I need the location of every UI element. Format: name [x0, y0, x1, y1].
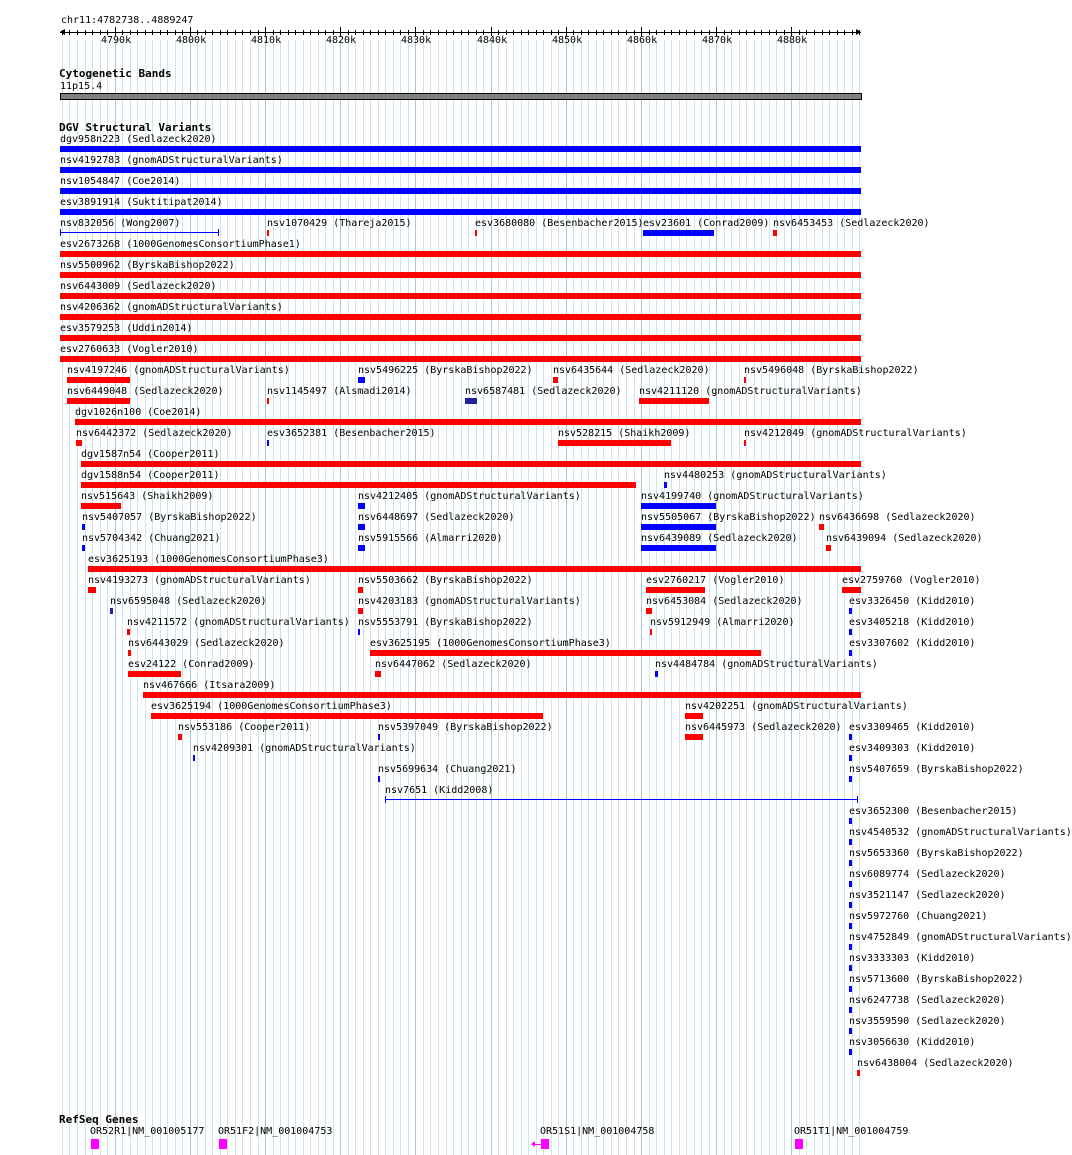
sv-label[interactable]: nsv4197246 (gnomADStructuralVariants) — [67, 365, 290, 376]
sv-feature-duplication[interactable] — [60, 188, 861, 194]
sv-feature-deletion[interactable] — [819, 524, 824, 530]
sv-feature-deletion[interactable] — [127, 629, 130, 635]
sv-end-tick — [857, 796, 858, 803]
sv-end-tick — [60, 229, 61, 236]
sv-feature-duplication[interactable] — [655, 671, 658, 677]
sv-feature-duplication[interactable] — [849, 1028, 852, 1034]
ruler-minor-tick — [227, 30, 228, 35]
sv-label[interactable]: nsv4206362 (gnomADStructuralVariants) — [60, 302, 283, 313]
sv-feature-deletion[interactable] — [842, 587, 861, 593]
sv-feature-deletion[interactable] — [558, 440, 671, 446]
sv-feature-deletion[interactable] — [143, 692, 861, 698]
ruler-minor-tick — [69, 30, 70, 35]
sv-feature-deletion[interactable] — [857, 1070, 860, 1076]
sv-feature-duplication[interactable] — [60, 209, 861, 215]
sv-feature-duplication[interactable] — [664, 482, 667, 488]
sv-label[interactable]: nsv5912949 (Almarri2020) — [650, 617, 795, 628]
sv-feature-duplication[interactable] — [849, 608, 852, 614]
sv-feature-deletion[interactable] — [60, 314, 861, 320]
sv-label[interactable]: nsv6438004 (Sedlazeck2020) — [857, 1058, 1014, 1069]
ruler-minor-tick — [761, 30, 762, 35]
sv-label[interactable]: esv2760633 (Vogler2010) — [60, 344, 199, 355]
ruler-minor-tick — [167, 30, 168, 35]
sv-label[interactable]: esv3309465 (Kidd2010) — [849, 722, 976, 733]
ruler-minor-tick — [370, 30, 371, 35]
ruler-minor-tick — [385, 30, 386, 35]
sv-label[interactable]: nsv6435644 (Sedlazeck2020) — [553, 365, 710, 376]
sv-label[interactable]: nsv6445973 (Sedlazeck2020) — [685, 722, 842, 733]
sv-label[interactable]: esv3625195 (1000GenomesConsortiumPhase3) — [370, 638, 611, 649]
sv-label[interactable]: nsv3559590 (Sedlazeck2020) — [849, 1016, 1006, 1027]
ruler-minor-tick — [212, 30, 213, 35]
sv-feature-deletion[interactable] — [358, 587, 363, 593]
ruler-minor-tick — [829, 30, 830, 35]
sv-label[interactable]: nsv5972760 (Chuang2021) — [849, 911, 988, 922]
gene-feature[interactable] — [541, 1139, 549, 1149]
sv-feature-duplication[interactable] — [849, 818, 852, 824]
ruler-minor-tick — [160, 30, 161, 35]
sv-feature-deletion[interactable] — [826, 545, 831, 551]
sv-label[interactable]: nsv4540532 (gnomADStructuralVariants) — [849, 827, 1072, 838]
sv-label[interactable]: nsv6453453 (Sedlazeck2020) — [773, 218, 930, 229]
sv-feature-deletion[interactable] — [267, 398, 269, 404]
ruler-minor-tick — [393, 30, 394, 35]
sv-feature-duplication[interactable] — [60, 146, 861, 152]
ruler-left-arrow-icon — [60, 29, 65, 35]
ruler-minor-tick — [603, 30, 604, 35]
sv-label[interactable]: esv3625194 (1000GenomesConsortiumPhase3) — [151, 701, 392, 712]
ruler-minor-tick — [363, 30, 364, 35]
sv-label[interactable]: esv3652381 (Besenbacher2015) — [267, 428, 436, 439]
sv-label[interactable]: nsv6443029 (Sedlazeck2020) — [128, 638, 285, 649]
sv-label[interactable]: nsv6439094 (Sedlazeck2020) — [826, 533, 983, 544]
sv-feature-deletion[interactable] — [685, 713, 703, 719]
ruler-minor-tick — [664, 30, 665, 35]
ruler-tick-label: 4790k — [101, 35, 132, 46]
sv-feature-deletion[interactable] — [60, 356, 861, 362]
sv-label[interactable]: nsv5496048 (ByrskaBishop2022) — [744, 365, 919, 376]
ruler-minor-tick — [85, 30, 86, 35]
ruler-minor-tick — [513, 30, 514, 35]
ruler-minor-tick — [739, 30, 740, 35]
gene-feature[interactable] — [91, 1139, 99, 1149]
sv-feature-duplication[interactable] — [358, 377, 365, 383]
sv-label[interactable]: nsv6442372 (Sedlazeck2020) — [76, 428, 233, 439]
sv-label[interactable]: nsv5553791 (ByrskaBishop2022) — [358, 617, 533, 628]
sv-feature-duplication[interactable] — [358, 524, 365, 530]
ruler-minor-tick — [822, 30, 823, 35]
sv-feature-deletion[interactable] — [81, 482, 636, 488]
sv-label[interactable]: esv2760217 (Vogler2010) — [646, 575, 785, 586]
ruler-minor-tick — [746, 30, 747, 35]
sv-feature-deletion[interactable] — [151, 713, 543, 719]
ruler-minor-tick — [528, 30, 529, 35]
sv-feature-duplication[interactable] — [849, 1049, 852, 1055]
sv-feature-deletion[interactable] — [685, 734, 703, 740]
sv-label[interactable]: esv24122 (Conrad2009) — [128, 659, 255, 670]
sv-feature-deletion[interactable] — [60, 335, 861, 341]
sv-label[interactable]: nsv4480253 (gnomADStructuralVariants) — [664, 470, 887, 481]
sv-feature-duplication[interactable] — [641, 503, 716, 509]
ruler-tick-label: 4800k — [176, 35, 207, 46]
ruler-tick-label: 4820k — [326, 35, 357, 46]
ruler-tick-label: 4840k — [477, 35, 508, 46]
sv-feature-duplication[interactable] — [378, 734, 380, 740]
ruler-minor-tick — [453, 30, 454, 35]
sv-label[interactable]: esv3405218 (Kidd2010) — [849, 617, 976, 628]
sv-label[interactable]: esv3579253 (Uddin2014) — [60, 323, 193, 334]
ruler-minor-tick — [543, 30, 544, 35]
sv-feature-deletion[interactable] — [88, 566, 861, 572]
ruler-minor-tick — [92, 30, 93, 35]
sv-feature-deletion[interactable] — [75, 419, 861, 425]
sv-label[interactable]: nsv515643 (Shaikh2009) — [81, 491, 214, 502]
sv-feature-deletion[interactable] — [639, 398, 709, 404]
ruler-minor-tick — [461, 30, 462, 35]
sv-feature-deletion[interactable] — [81, 461, 861, 467]
sv-label[interactable]: esv3409303 (Kidd2010) — [849, 743, 976, 754]
sv-label[interactable]: nsv5699634 (Chuang2021) — [378, 764, 517, 775]
sv-feature-deletion[interactable] — [267, 230, 269, 236]
sv-label[interactable]: nsv4203183 (gnomADStructuralVariants) — [358, 596, 581, 607]
sv-label[interactable]: esv3680080 (Besenbacher2015) — [475, 218, 644, 229]
ruler-minor-tick — [446, 30, 447, 35]
sv-feature-inversion[interactable] — [465, 398, 477, 404]
ruler-tick-label: 4870k — [702, 35, 733, 46]
ruler-minor-tick — [754, 30, 755, 35]
sv-label[interactable]: dgv1587n54 (Cooper2011) — [81, 449, 220, 460]
sv-feature-deletion[interactable] — [128, 650, 131, 656]
sv-feature-duplication[interactable] — [60, 167, 861, 173]
gene-feature[interactable] — [219, 1139, 227, 1149]
ruler-tick-label: 4830k — [401, 35, 432, 46]
ruler-minor-tick — [310, 30, 311, 35]
ruler-minor-tick — [852, 30, 853, 35]
sv-label[interactable]: esv23601 (Conrad2009) — [643, 218, 770, 229]
ruler-minor-tick — [596, 30, 597, 35]
sv-label[interactable]: nsv832056 (Wong2007) — [60, 218, 181, 229]
sv-feature-duplication[interactable] — [82, 524, 85, 530]
gene-feature[interactable] — [795, 1139, 803, 1149]
ruler — [0, 0, 890, 60]
sv-label[interactable]: nsv5704342 (Chuang2021) — [82, 533, 221, 544]
ruler-minor-tick — [438, 30, 439, 35]
sv-feature-duplication[interactable] — [849, 923, 852, 929]
sv-feature-deletion[interactable] — [60, 251, 861, 257]
sv-feature-deletion[interactable] — [60, 272, 861, 278]
ruler-minor-tick — [611, 30, 612, 35]
sv-label[interactable]: nsv4484784 (gnomADStructuralVariants) — [655, 659, 878, 670]
sv-feature-duplication[interactable] — [849, 755, 852, 761]
ruler-minor-tick — [303, 30, 304, 35]
ruler-minor-tick — [769, 30, 770, 35]
sv-label[interactable]: esv3652300 (Besenbacher2015) — [849, 806, 1018, 817]
ruler-minor-tick — [318, 30, 319, 35]
ruler-minor-tick — [536, 30, 537, 35]
sv-feature-duplication[interactable] — [849, 1007, 852, 1013]
gene-label[interactable]: OR52R1|NM_001005177 — [90, 1126, 205, 1137]
sv-label[interactable]: esv2759760 (Vogler2010) — [842, 575, 981, 586]
sv-label[interactable]: nsv467666 (Itsara2009) — [143, 680, 276, 691]
sv-feature-duplication[interactable] — [82, 545, 85, 551]
sv-label[interactable]: esv3625193 (1000GenomesConsortiumPhase3) — [88, 554, 329, 565]
sv-feature-duplication[interactable] — [849, 629, 852, 635]
ruler-minor-tick — [844, 30, 845, 35]
ruler-minor-tick — [686, 30, 687, 35]
sv-label[interactable]: nsv3333303 (Kidd2010) — [849, 953, 976, 964]
sv-label[interactable]: nsv6449048 (Sedlazeck2020) — [67, 386, 224, 397]
sv-feature-duplication[interactable] — [849, 734, 852, 740]
ruler-minor-tick — [152, 30, 153, 35]
ruler-minor-tick — [521, 30, 522, 35]
sv-feature-duplication[interactable] — [849, 776, 852, 782]
ruler-minor-tick — [145, 30, 146, 35]
sv-feature-duplication[interactable] — [849, 650, 852, 656]
cytoband-track-title: Cytogenetic Bands — [59, 67, 172, 80]
sv-label[interactable]: nsv6436698 (Sedlazeck2020) — [819, 512, 976, 523]
sv-feature-duplication[interactable] — [193, 755, 195, 761]
sv-label[interactable]: esv2673268 (1000GenomesConsortiumPhase1) — [60, 239, 301, 250]
sv-feature-deletion[interactable] — [178, 734, 182, 740]
sv-label[interactable]: nsv5496225 (ByrskaBishop2022) — [358, 365, 533, 376]
sv-label[interactable]: nsv5915566 (Almarri2020) — [358, 533, 503, 544]
sv-label[interactable]: nsv6587481 (Sedlazeck2020) — [465, 386, 622, 397]
sv-feature-duplication[interactable] — [378, 776, 380, 782]
ruler-minor-tick — [671, 30, 672, 35]
sv-label[interactable]: nsv6595048 (Sedlazeck2020) — [110, 596, 267, 607]
sv-feature-deletion[interactable] — [475, 230, 477, 236]
sv-feature-deletion[interactable] — [81, 503, 121, 509]
refseq-track-title: RefSeq Genes — [59, 1113, 139, 1126]
ruler-minor-tick — [618, 30, 619, 35]
sv-label[interactable]: nsv1070429 (Thareja2015) — [267, 218, 412, 229]
sv-label[interactable]: nsv528215 (Shaikh2009) — [558, 428, 691, 439]
sv-feature-duplication[interactable] — [641, 545, 716, 551]
sv-feature-deletion[interactable] — [67, 377, 130, 383]
sv-label[interactable]: nsv5505067 (ByrskaBishop2022) — [641, 512, 816, 523]
sv-label[interactable]: nsv4752849 (gnomADStructuralVariants) — [849, 932, 1072, 943]
sv-feature-deletion[interactable] — [375, 671, 381, 677]
sv-feature-duplication[interactable] — [643, 230, 714, 236]
ruler-minor-tick — [295, 30, 296, 35]
sv-feature-deletion[interactable] — [650, 629, 652, 635]
sv-feature-deletion[interactable] — [88, 587, 96, 593]
sv-label[interactable]: nsv1054847 (Coe2014) — [60, 176, 181, 187]
sv-label[interactable]: nsv4202251 (gnomADStructuralVariants) — [685, 701, 908, 712]
sv-feature-deletion[interactable] — [553, 377, 558, 383]
sv-feature-duplication[interactable] — [849, 986, 852, 992]
sv-feature-duplication[interactable] — [358, 503, 365, 509]
sv-label[interactable]: esv3326450 (Kidd2010) — [849, 596, 976, 607]
sv-label[interactable]: nsv6247738 (Sedlazeck2020) — [849, 995, 1006, 1006]
ruler-minor-tick — [288, 30, 289, 35]
sv-label[interactable]: nsv4199740 (gnomADStructuralVariants) — [641, 491, 864, 502]
sv-label[interactable]: dgv1026n100 (Coe2014) — [75, 407, 202, 418]
ruler-tick-label: 4860k — [627, 35, 658, 46]
sv-feature-deletion[interactable] — [128, 671, 181, 677]
sv-feature-duplication[interactable] — [849, 839, 852, 845]
cytoband-bar[interactable] — [60, 93, 862, 100]
cytoband-label: 11p15.4 — [60, 81, 103, 92]
ruler-minor-tick — [242, 30, 243, 35]
sv-label[interactable]: nsv6448697 (Sedlazeck2020) — [358, 512, 515, 523]
sv-label[interactable]: nsv5713600 (ByrskaBishop2022) — [849, 974, 1024, 985]
sv-label[interactable]: nsv6447062 (Sedlazeck2020) — [375, 659, 532, 670]
sv-label[interactable]: nsv5407659 (ByrskaBishop2022) — [849, 764, 1024, 775]
sv-feature-deletion[interactable] — [744, 440, 746, 446]
sv-feature-duplication[interactable] — [60, 232, 219, 233]
sv-label[interactable]: nsv4193273 (gnomADStructuralVariants) — [88, 575, 311, 586]
sv-label[interactable]: nsv3056630 (Kidd2010) — [849, 1037, 976, 1048]
sv-feature-duplication[interactable] — [267, 440, 269, 446]
sv-label[interactable]: nsv4211120 (gnomADStructuralVariants) — [639, 386, 862, 397]
strand-arrow-stem — [535, 1144, 541, 1145]
sv-label[interactable]: nsv5407057 (ByrskaBishop2022) — [82, 512, 257, 523]
sv-label[interactable]: nsv1145497 (Alsmadi2014) — [267, 386, 412, 397]
ruler-tick-label: 4880k — [777, 35, 808, 46]
sv-label[interactable]: nsv6089774 (Sedlazeck2020) — [849, 869, 1006, 880]
sv-feature-deletion[interactable] — [646, 608, 652, 614]
dgv-track-title: DGV Structural Variants — [59, 121, 212, 134]
sv-label[interactable]: nsv5397049 (ByrskaBishop2022) — [378, 722, 553, 733]
ruler-minor-tick — [468, 30, 469, 35]
region-label: chr11:4782738..4889247 — [61, 15, 194, 26]
ruler-minor-tick — [235, 30, 236, 35]
sv-feature-deletion[interactable] — [744, 377, 746, 383]
sv-label[interactable]: dgv1588n54 (Cooper2011) — [81, 470, 220, 481]
sv-label[interactable]: nsv6439089 (Sedlazeck2020) — [641, 533, 798, 544]
sv-label[interactable]: dgv958n223 (Sedlazeck2020) — [60, 134, 217, 145]
ruler-minor-tick — [220, 30, 221, 35]
sv-label[interactable]: nsv4209301 (gnomADStructuralVariants) — [193, 743, 416, 754]
sv-feature-duplication[interactable] — [849, 944, 852, 950]
sv-label[interactable]: nsv4211572 (gnomADStructuralVariants) — [127, 617, 350, 628]
ruler-minor-tick — [77, 30, 78, 35]
sv-label[interactable]: nsv5503662 (ByrskaBishop2022) — [358, 575, 533, 586]
sv-feature-duplication[interactable] — [849, 881, 852, 887]
ruler-minor-tick — [378, 30, 379, 35]
gene-label[interactable]: OR51T1|NM_001004759 — [794, 1126, 909, 1137]
sv-label[interactable]: esv3891914 (Suktitipat2014) — [60, 197, 223, 208]
ruler-right-arrow-icon — [856, 29, 861, 35]
sv-feature-deletion[interactable] — [646, 587, 705, 593]
ruler-tick-label: 4850k — [552, 35, 583, 46]
sv-label[interactable]: nsv5653360 (ByrskaBishop2022) — [849, 848, 1024, 859]
ruler-minor-tick — [679, 30, 680, 35]
sv-label[interactable]: nsv6443009 (Sedlazeck2020) — [60, 281, 217, 292]
sv-feature-duplication[interactable] — [641, 524, 716, 530]
gene-label[interactable]: OR51F2|NM_001004753 — [218, 1126, 333, 1137]
sv-feature-deletion[interactable] — [773, 230, 777, 236]
sv-feature-duplication[interactable] — [849, 965, 852, 971]
sv-feature-duplication[interactable] — [385, 799, 858, 800]
sv-end-tick — [218, 229, 219, 236]
sv-label[interactable]: nsv4192783 (gnomADStructuralVariants) — [60, 155, 283, 166]
sv-feature-inversion[interactable] — [110, 608, 113, 614]
sv-label[interactable]: nsv6453084 (Sedlazeck2020) — [646, 596, 803, 607]
gene-label[interactable]: OR51S1|NM_001004758 — [540, 1126, 655, 1137]
ruler-minor-tick — [814, 30, 815, 35]
sv-feature-deletion[interactable] — [60, 293, 861, 299]
sv-feature-deletion[interactable] — [370, 650, 761, 656]
sv-feature-duplication[interactable] — [358, 629, 360, 635]
ruler-minor-tick — [694, 30, 695, 35]
sv-feature-deletion[interactable] — [76, 440, 82, 446]
sv-label[interactable]: nsv4212405 (gnomADStructuralVariants) — [358, 491, 581, 502]
ruler-minor-tick — [137, 30, 138, 35]
sv-label[interactable]: nsv3521147 (Sedlazeck2020) — [849, 890, 1006, 901]
sv-label[interactable]: nsv5500962 (ByrskaBishop2022) — [60, 260, 235, 271]
sv-feature-duplication[interactable] — [358, 545, 365, 551]
sv-feature-deletion[interactable] — [358, 608, 363, 614]
sv-end-tick — [385, 796, 386, 803]
sv-label[interactable]: nsv4212049 (gnomADStructuralVariants) — [744, 428, 967, 439]
sv-label[interactable]: nsv7651 (Kidd2008) — [385, 785, 494, 796]
ruler-tick-label: 4810k — [251, 35, 282, 46]
sv-feature-duplication[interactable] — [849, 860, 852, 866]
sv-feature-deletion[interactable] — [67, 398, 130, 404]
sv-label[interactable]: nsv553186 (Cooper2011) — [178, 722, 311, 733]
ruler-minor-tick — [588, 30, 589, 35]
sv-label[interactable]: esv3307602 (Kidd2010) — [849, 638, 976, 649]
ruler-minor-tick — [837, 30, 838, 35]
sv-feature-duplication[interactable] — [849, 902, 852, 908]
